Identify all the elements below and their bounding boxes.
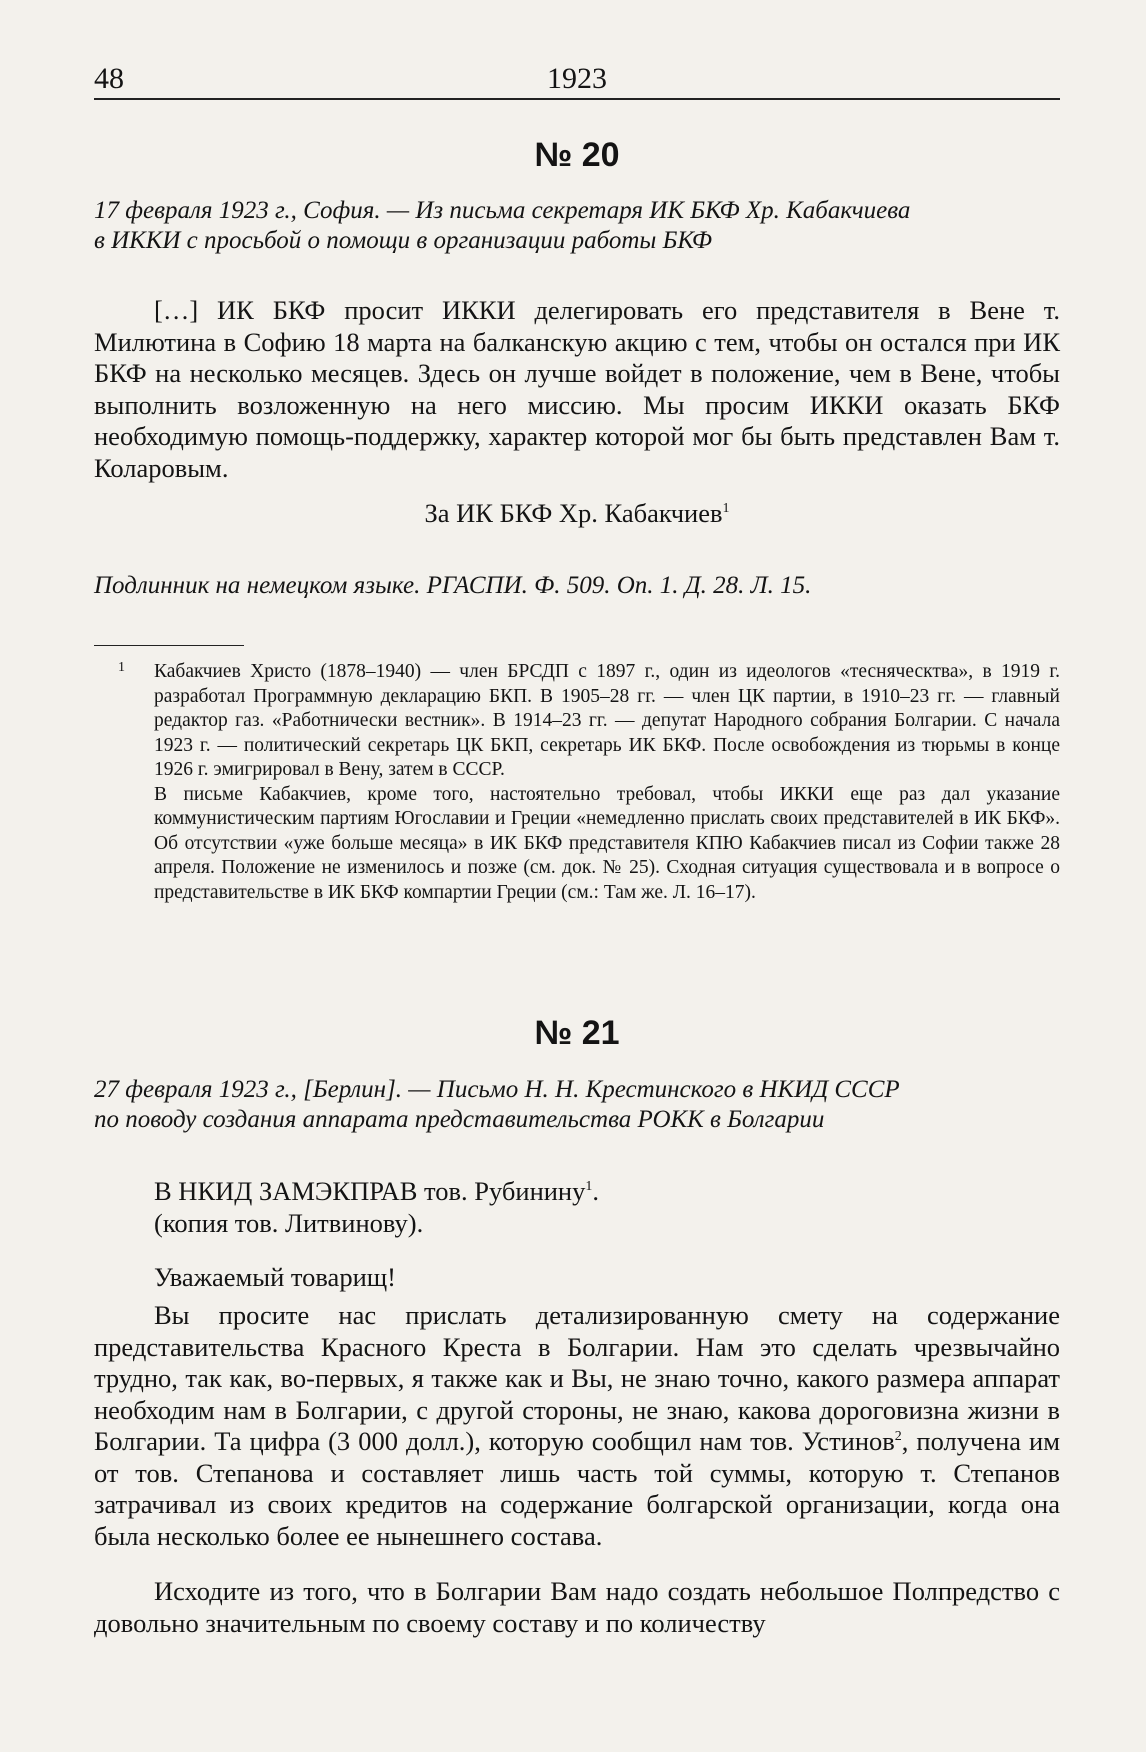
addressee-text: В НКИД ЗАМЭКПРАВ тов. Рубинину [154, 1176, 586, 1206]
footnote-mark: 1 [118, 660, 125, 675]
signature [94, 498, 1060, 529]
page-header [94, 58, 1060, 100]
addressee [154, 1176, 1054, 1239]
document-20-body [94, 295, 1060, 484]
title-line: 27 февраля 1923 г., [Берлин]. — Письмо Н. Н. Крестинского в НКИД СССР [94, 1076, 900, 1103]
signature-text: За ИК БКФ Хр. Кабакчиев [424, 498, 723, 528]
footnote-ref: 2 [894, 1429, 902, 1444]
body-paragraph: Исходите из того, что в Болгарии Вам надо создать небольшое Полпредство с довольно значительным по своему составу и по количеству [94, 1576, 1060, 1638]
paragraph-text: Вы просите нас прислать детализированную смету на содержание представительства Красного Креста в Болгарии. Нам это сделать чрезвычайно трудно, так как, во-первых, я также как и Вы, не знаю точно, какого размера аппарат необходим нам в Болгарии, с другой стороны, не знаю, какова дороговизна жизни в Болгарии. Та цифра (3 000 долл.), которую сообщил нам тов. Устинов [94, 1300, 1060, 1456]
document-21-title [94, 1075, 1060, 1135]
title-line: по поводу создания аппарата представительства РОКК в Болгарии [94, 1106, 825, 1133]
addressee-copy: (копия тов. Литвинову). [154, 1207, 424, 1238]
title-line: в ИККИ с просьбой о помощи в организации работы БКФ [94, 227, 713, 254]
document-number-20: № 20 [534, 136, 620, 174]
footnote-divider [94, 645, 244, 646]
footnotes [94, 660, 1060, 905]
body-paragraph: […] ИК БКФ просит ИККИ делегировать его представителя в Вене т. Милютина в Софию 18 марта на балканскую акцию с тем, чтобы он остался при ИК БКФ на несколько месяцев. Здесь он лучше войдет в положение, чем в Вене, чтобы выполнить возложенную на него миссию. Мы просим ИККИ оказать БКФ необходимую помощь-поддержку, характер которой мог бы быть представлен Вам т. Коларовым. [94, 295, 1060, 483]
footnote-paragraph: В письме Кабакчиев, кроме того, настоятельно требовал, чтобы ИККИ еще раз дал указание коммунистическим партиям Югославии и Греции «немедленно прислать своих представителей в ИК БКФ». Об отсутствии «уже больше месяца» в ИК БКФ представителя КПЮ Кабакчиев писал из Софии также 28 апреля. Положение не изменилось и позже (см. док. № 25). Сходная ситуация существовала и в вопросе о представительстве в ИК БКФ компартии Греции (см.: Там же. Л. 16–17). [154, 783, 1060, 903]
paragraph-text: , получена им от тов. Степанова и составляет лишь часть той суммы, которую т. Степанов затрачивал из своих кредитов на содержание болгарской организации, когда она была несколько более ее нынешнего состава. [94, 1426, 1060, 1551]
document-number-21: № 21 [534, 1014, 620, 1052]
addressee-tail: . [592, 1176, 599, 1206]
document-21-body [94, 1300, 1060, 1639]
page-number: 48 [94, 62, 124, 95]
addressee-line [154, 1176, 1054, 1208]
running-year: 1923 [547, 62, 607, 95]
footnote-ref: 1 [585, 1179, 593, 1194]
body-paragraph [94, 1300, 1060, 1552]
document-20-title [94, 196, 1060, 256]
greeting: Уважаемый товарищ! [154, 1262, 396, 1292]
footnote-paragraph: Кабакчиев Христо (1878–1940) — член БРСДП с 1897 г., один из идеологов «тесняческтва», в 1919 г. разработал Программную декларацию БКП. В 1905–28 гг. — член ЦК партии, в 1910–23 гг. — главный редактор газ. «Работнически вестник». В 1914–23 гг. — депутат Народного собрания Болгарии. С начала 1923 г. — политический секретарь ЦК БКП, секретарь ИК БКФ. После освобождения из тюрьмы в конце 1926 г. эмигрировал в Вену, затем в СССР. [154, 661, 1060, 780]
archive-source: Подлинник на немецком языке. РГАСПИ. Ф. 509. Оп. 1. Д. 28. Л. 15. [94, 572, 812, 599]
footnote-ref: 1 [722, 501, 730, 516]
title-line: 17 февраля 1923 г., София. — Из письма секретаря ИК БКФ Хр. Кабакчиева [94, 197, 911, 224]
